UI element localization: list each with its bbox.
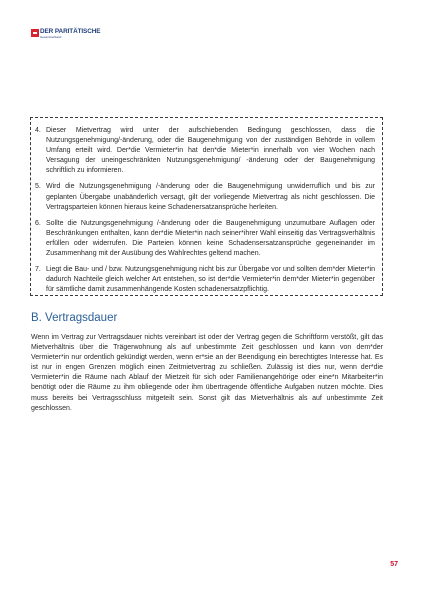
item-text: Dieser Mietvertrag wird unter der aufschiebenden Bedingung geschlossen, dass die Nutzungsgenehmigung/-änderung, oder die Baugenehmigung von der zuständigen Behörde in vollem Umfang erteilt wird. Der*die Vermieter*in hat den*die Mieter*in innerhalb von vier Wochen nach Versagung der uneingeschränkten Nutzungsgenehmigung/ -änderung oder der Baugenehmigung schriftlich zu informieren. <box>46 127 375 175</box>
list-item <box>35 182 375 212</box>
section-heading: B. Vertragsdauer <box>31 312 118 324</box>
logo-mark-icon <box>31 29 39 37</box>
item-text: Sollte die Nutzungsgenehmigung /-änderung oder die Baugenehmigung unzumutbare Auflagen oder Beschränkungen enthalten, kann der*die Mieter*in nach seiner*ihrer Wahl einseitig das Vertragsverhältnis erfüllen oder widerrufen. Die Parteien können keine Schadensersatzansprüche gegeneinander im Zusammenhang mit der Ausübung des Wahlrechtes geltend machen. <box>46 219 375 258</box>
item-number: 7. <box>35 266 41 274</box>
list-item <box>35 126 375 176</box>
item-number: 5. <box>35 183 41 191</box>
conditions-box <box>30 117 383 296</box>
list-item <box>35 219 375 259</box>
list-item <box>35 265 375 295</box>
page-number: 57 <box>390 561 398 568</box>
logo-name: DER PARITÄTISCHE <box>40 28 101 35</box>
item-text: Wird die Nutzungsgenehmigung /-änderung oder die Baugenehmigung unwiderruflich und bis zur geplanten Übergabe unabänderlich versagt, gilt der vorliegende Mietvertrag als nicht geschlossen. Die Vertragsparteien können hieraus keine Schadenersatzansprüche herleiten. <box>46 183 375 211</box>
item-number: 6. <box>35 219 41 227</box>
paritaetische-logo <box>31 28 101 42</box>
item-text: Liegt die Bau- und / bzw. Nutzungsgenehmigung nicht bis zur Übergabe vor und sollten dem*der Mieter*in dadurch Nachteile gleich welcher Art entstehen, so ist der*die Vermieter*in dem*der Mieter*in gegenüber für sämtliche damit zusammenhängende Kosten schadenersatzpflichtig. <box>46 266 375 294</box>
section-body: Wenn im Vertrag zur Vertragsdauer nichts vereinbart ist oder der Vertrag gegen die Schriftform verstößt, gilt das Mietverhältnis über die Trägerwohnung als auf unbestimmte Zeit geschlossen und kann von dem*der Vermieter*in nur ordentlich gekündigt werden, wenn er*sie an der Beendigung ein berechtigtes Interesse hat. Es ist nur in engen Grenzen möglich einen Zeitmietvertrag zu schließen. Zulässig ist dies nur, wenn der*die Vermieter*in die Räume nach Ablauf der Mietzeit für sich oder Familienangehörige oder eine*n Mitarbeiter*in benötigt oder die Räume zu ihm obliegende oder ihm übertragende öffentliche Aufgaben nutzen möchte. Dies muss bereits bei Vertragsschluss mitgeteilt sein. Sonst gilt das Mietverhältnis als auf unbestimmte Zeit geschlossen. <box>31 334 383 412</box>
item-number: 4. <box>35 127 41 134</box>
logo-subtitle: Gesamtverband <box>40 35 62 39</box>
